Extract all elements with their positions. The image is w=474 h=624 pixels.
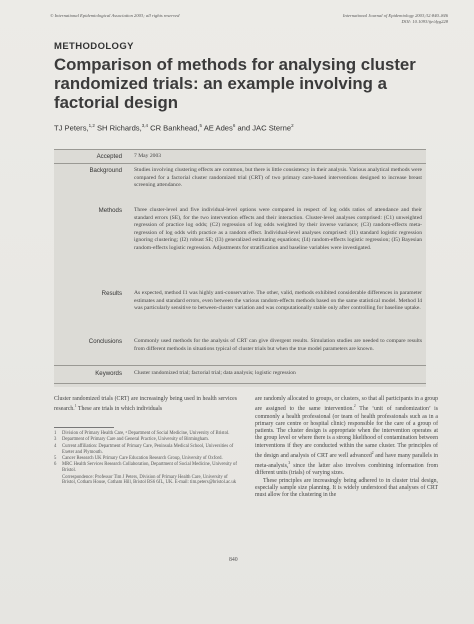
author-affiliation: 2 xyxy=(291,123,294,128)
footnote-text: Cancer Research UK Primary Care Education Research Group, University of Oxford. xyxy=(62,455,223,461)
abstract-box xyxy=(54,149,426,387)
citation-ref: 1 xyxy=(74,404,77,409)
journal-citation: International Journal of Epidemiology 2003;32:840–846 xyxy=(342,13,448,18)
abstract-top-rule xyxy=(54,149,426,150)
abstract-label: Accepted xyxy=(96,153,122,160)
author-list xyxy=(54,123,294,133)
body-column-right xyxy=(255,396,438,500)
correspondence-text: Correspondence: Professor Tim J Peters, Division of Primary Health Care, University of Bristol, Cotham House, Cotham Hill, Bristol BS6 6JL, UK. E-mail: tim.peters@bristol.ac.uk xyxy=(62,474,237,486)
footnote xyxy=(54,431,237,437)
abstract-label: Background xyxy=(89,167,122,174)
author-affiliation: 1,2 xyxy=(88,123,95,128)
doi: DOI: 10.1093/ije/dyg228 xyxy=(401,19,448,24)
body-text: These principles are increasingly being adhered to in cluster trial design, especially sample size planning. It is widely understood that analyses of CRT must allow for the clustering in the xyxy=(255,477,438,499)
citation-ref: 3 xyxy=(288,461,291,466)
correspondence-note xyxy=(54,475,237,487)
author-name: and JAC Sterne xyxy=(235,123,292,133)
author-affiliation: 5 xyxy=(199,123,202,128)
footnote xyxy=(54,437,237,443)
journal-citation-header xyxy=(343,13,448,25)
body-column-left xyxy=(54,396,237,414)
abstract-results-text: As expected, method I1 was highly anti-conservative. The other, valid, methods exhibited considerable differences in parameter estimates and standard errors, even between the various random-effects methods based on the same statistical model. Method I4 was particularly sensitive to between-cluster variation and was computationally stable only after controlling for baseline uptake. xyxy=(134,290,422,311)
page-number: 840 xyxy=(229,557,238,563)
footnote-rule xyxy=(54,427,114,428)
citation-ref: 2 xyxy=(371,451,374,455)
abstract-divider xyxy=(54,163,426,164)
footnote xyxy=(54,444,237,456)
abstract-background-text: Studies involving clustering effects are common, but there is little consistency in their analysis. Various analytical methods were compared for a factorial cluster randomized trial (CRT) of two primary care-based interventions designed to increase breast screening attendance. xyxy=(134,167,422,188)
abstract-keywords-text: Cluster randomized trial; factorial trial; data analysis; logistic regression xyxy=(134,370,296,376)
footnote-text: Division of Primary Health Care, ² Department of Social Medicine, University of Bristol. xyxy=(62,431,230,436)
abstract-divider xyxy=(54,365,426,366)
author-affiliation: 6 xyxy=(232,123,236,128)
footnote-number: 5 xyxy=(54,455,57,461)
abstract-label: Conclusions xyxy=(88,338,122,345)
body-text: and have many parallels in meta-analysis, xyxy=(255,452,438,470)
footnote-number: 4 xyxy=(54,443,57,449)
author-name: CR Bankhead, xyxy=(147,123,200,133)
footnote xyxy=(54,456,237,462)
abstract-bottom-rule xyxy=(54,383,426,384)
author-name: SH Richards, xyxy=(94,123,142,133)
article-title: Comparison of methods for analysing cluster randomized trials: an example involving a factorial design xyxy=(54,55,416,112)
abstract-label: Keywords xyxy=(95,370,122,377)
body-text: since the latter also involves combining information from different units (trials) of varying sizes. xyxy=(255,463,438,477)
author-name: AE Ades xyxy=(202,123,233,133)
author-name: TJ Peters, xyxy=(54,123,89,133)
footnote-number: 3 xyxy=(54,437,57,443)
footnote-text: MRC Health Services Research Collaboration, Department of Social Medicine, University of Bristol. xyxy=(62,462,237,474)
abstract-conclusions-text: Commonly used methods for the analysis of CRT can give divergent results. Simulation studies are needed to compare results from different methods in situations typical of cluster trials but when the true model parameters are known. xyxy=(134,338,422,352)
footnote-text: Department of Primary Care and General Practice, University of Birmingham. xyxy=(62,437,209,443)
footnote-text: Current affiliation: Department of Primary Care, Peninsula Medical School, Universities of Exeter and Plymouth. xyxy=(62,443,234,455)
body-text: are randomly allocated to groups, or clusters, so that all participants in a group are assigned to the same intervention. xyxy=(255,396,438,413)
abstract-methods-text: Three cluster-level and five individual-level options were compared in respect of log odds ratios of attendance and their standard errors (SE), for the two intervention effects and their interaction. Cluster-level analyses comprised: (C1) unweighted regression of practice log odds; (C2) regression of log odds weighted by their inverse variance; (C3) random-effects meta-regression of log odds with practice as a random effect. Individual-level analyses comprised: (I1) standard logistic regression ignoring clustering; (I2) robust SE; (I3) generalized estimating equations; (I4) random-effects logistic regression; (I5) Bayesian random-effects logistic regression. Adjustments for stratification and baseline variables were investigated. xyxy=(134,207,422,251)
body-text: The ‘unit of randomization’ is commonly a health professional (or team of health professionals such as in a primary care centre or hospital clinic) responsible for the care of a group of patients. The cluster design is appropriate when the intervention operates at the group level or where there is a strong likelihood of contamination between interventions if they are conducted within the same cluster. The principles of the design and analysis of CRT are well advanced xyxy=(255,406,439,459)
abstract-label: Methods xyxy=(98,207,122,214)
footnote xyxy=(54,462,237,474)
footnotes xyxy=(54,431,237,487)
intro-text: These are trials in which individuals xyxy=(76,406,163,413)
footnote-number: 6 xyxy=(54,462,57,468)
author-affiliation: 3,4 xyxy=(141,123,148,128)
section-label: METHODOLOGY xyxy=(54,41,134,52)
abstract-accepted-date: 7 May 2003 xyxy=(134,153,162,159)
abstract-label: Results xyxy=(101,290,122,297)
footnote-number: 1 xyxy=(54,431,57,436)
citation-ref: 2 xyxy=(353,404,356,409)
copyright-header: © International Epidemiological Association 2003; all rights reserved xyxy=(50,13,180,18)
intro-text: Cluster randomized trials (CRT) are increasingly being used in health services research. xyxy=(54,396,237,413)
